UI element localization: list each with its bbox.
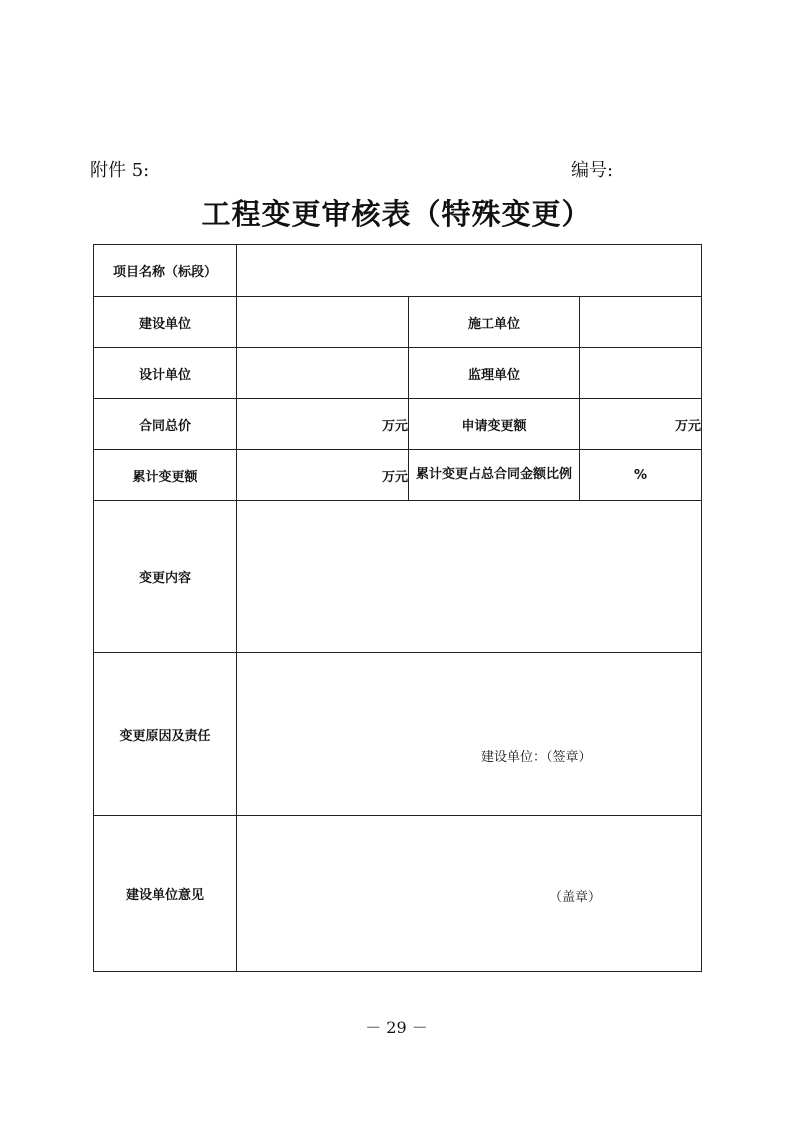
change-content-field[interactable]: [237, 501, 702, 653]
row-change-reason: [94, 653, 702, 816]
construction-opinion-field[interactable]: [237, 816, 702, 972]
change-reason-label: 变更原因及责任: [94, 653, 237, 816]
row-cumulative-change: [94, 450, 702, 501]
construction-unit-label: 建设单位: [94, 297, 237, 348]
attachment-label: 附件 5:: [90, 160, 150, 181]
construction-unit-seal: （盖章）: [549, 890, 602, 905]
page-number: － 29 －: [365, 1018, 428, 1037]
cumulative-change-field[interactable]: 万元: [237, 450, 409, 501]
construction-unit-field[interactable]: [237, 297, 409, 348]
design-unit-field[interactable]: [237, 348, 409, 399]
project-name-label: 项目名称（标段）: [94, 245, 237, 297]
supervision-unit-field[interactable]: [580, 348, 702, 399]
row-change-content: [94, 501, 702, 653]
row-construction-contractor: [94, 297, 702, 348]
change-content-label: 变更内容: [94, 501, 237, 653]
cumulative-ratio-label: 累计变更占总合同金额比例: [409, 450, 580, 501]
contractor-label: 施工单位: [409, 297, 580, 348]
contract-total-label: 合同总价: [94, 399, 237, 450]
design-unit-label: 设计单位: [94, 348, 237, 399]
row-project-name: [94, 245, 702, 297]
supervision-unit-label: 监理单位: [409, 348, 580, 399]
change-reason-field[interactable]: [237, 653, 702, 816]
construction-unit-signature: 建设单位：（签章）: [481, 750, 592, 765]
row-design-supervision: [94, 348, 702, 399]
project-name-field[interactable]: [237, 245, 702, 297]
contract-total-field[interactable]: 万元: [237, 399, 409, 450]
page-title: 工程变更审核表（特殊变更）: [201, 197, 592, 231]
change-review-form: [93, 244, 702, 972]
contractor-field[interactable]: [580, 297, 702, 348]
row-construction-opinion: [94, 816, 702, 972]
document-number-label: 编号:: [571, 160, 614, 181]
construction-opinion-label: 建设单位意见: [94, 816, 237, 972]
cumulative-ratio-field[interactable]: %: [580, 450, 702, 501]
requested-change-label: 申请变更额: [409, 399, 580, 450]
row-contract-amount: [94, 399, 702, 450]
cumulative-change-label: 累计变更额: [94, 450, 237, 501]
requested-change-field[interactable]: 万元: [580, 399, 702, 450]
